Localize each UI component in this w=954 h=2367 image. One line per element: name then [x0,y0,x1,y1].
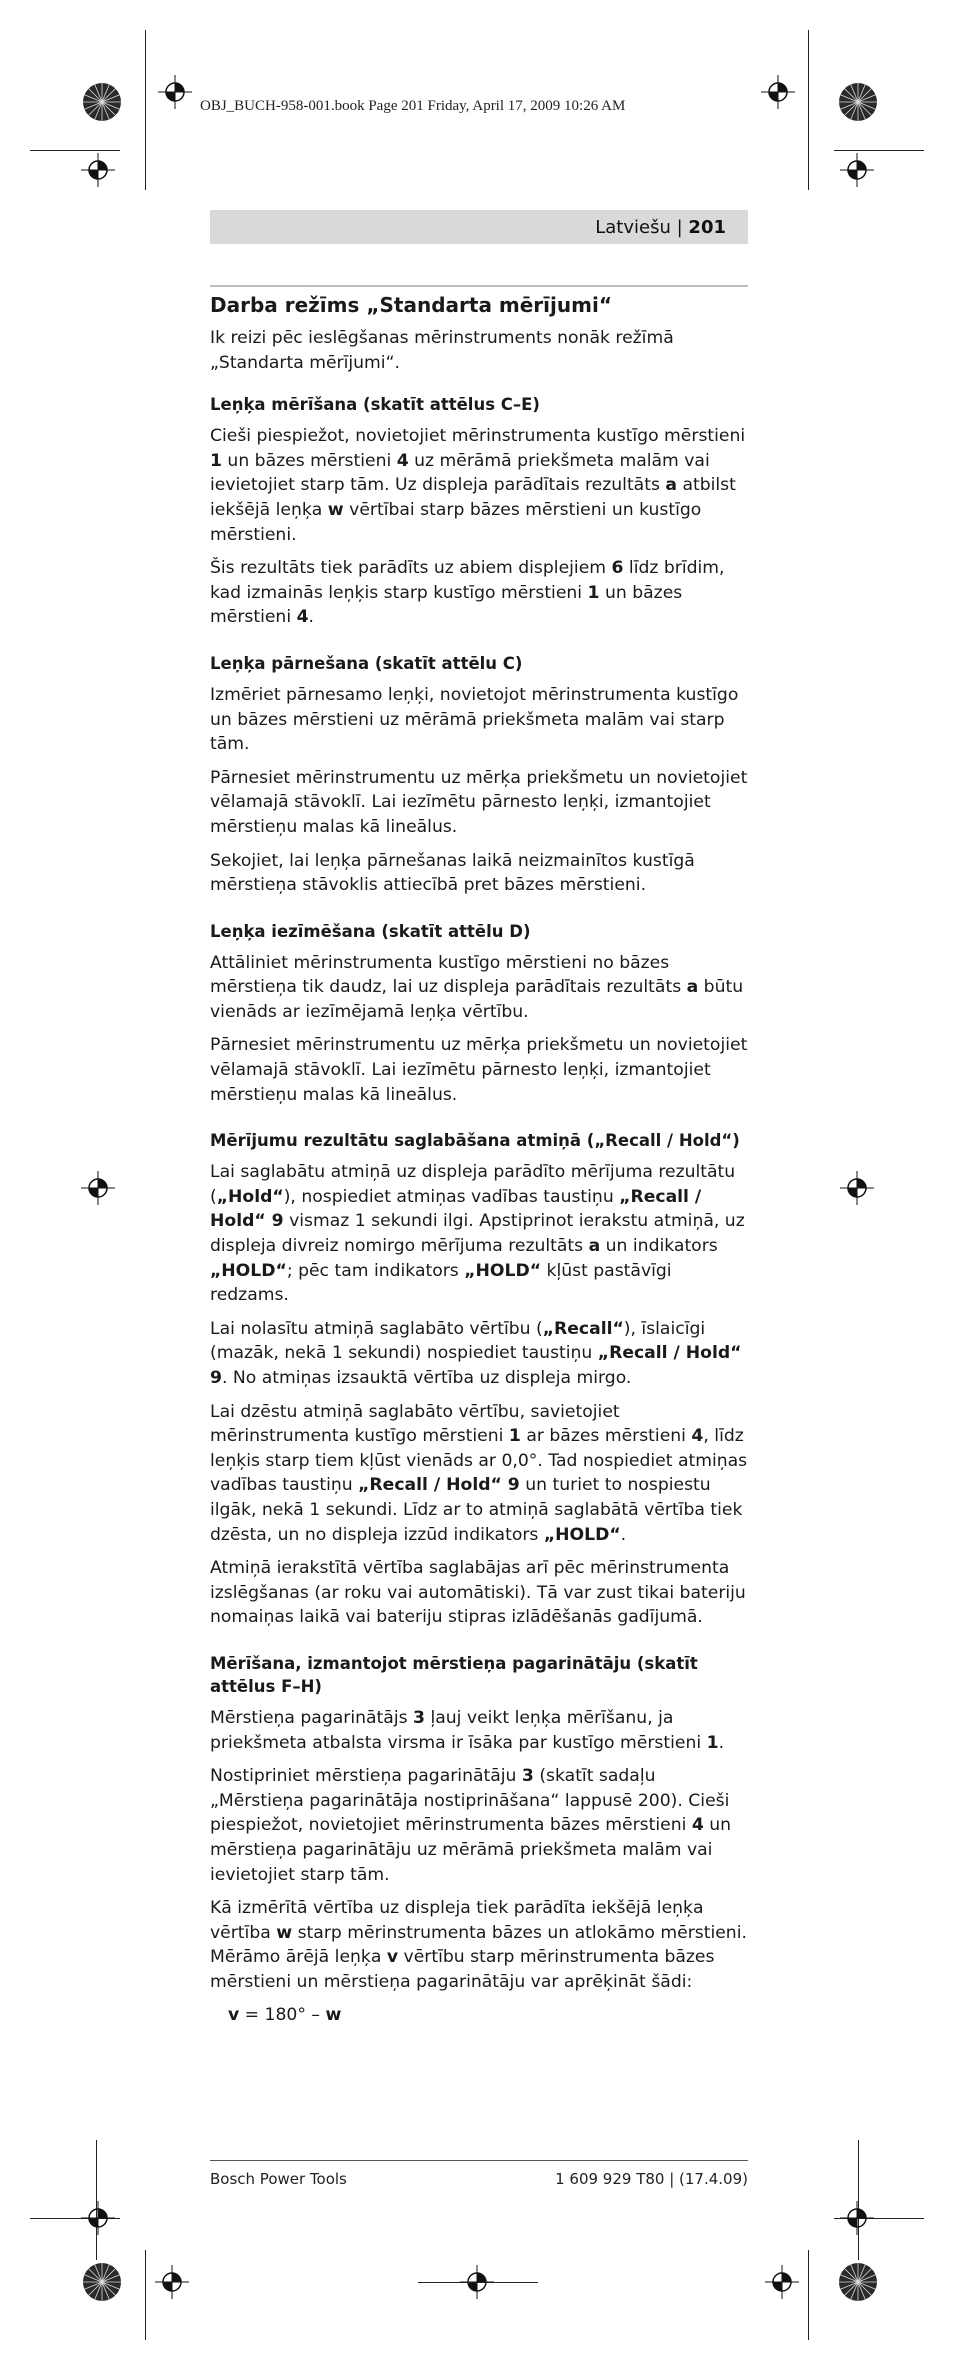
bold-text: a [686,977,699,998]
section-title: Darba režīms „Standarta mērījumi“ [210,293,612,317]
text-run: Pārnesiet mērinstrumentu uz mērķa priekšmetu un novietojiet vēlamajā stāvoklī. Lai iezīmētu pārnesto leņķi, izmantojiet mērstieņu malas kā lineālus. [210,1035,748,1105]
bold-text: 4 [296,607,309,628]
registration-mark-icon [840,2201,874,2235]
page-language: Latviešu [595,217,671,238]
text-run: un mērstieņa pagarinātāju uz mērāmā priekšmeta malām vai ievietojiet starp tām. [210,1815,732,1885]
subsection-heading: Leņķa pārnešana (skatīt attēlu C) [210,653,523,673]
text-run: Nostipriniet mērstieņa pagarinātāju [210,1766,522,1787]
text-run: . No atmiņas izsauktā vērtība uz displeja mirgo. [221,1368,632,1388]
bold-text: „Recall“ [542,1318,624,1339]
text-run: vismaz 1 sekundi ilgi. Apstiprinot ierakstu atmiņā, uz displeja divreiz nomirgo mērījuma rezultāts [210,1211,745,1257]
bold-text: w [276,1922,293,1943]
registration-mark-icon [81,1171,115,1205]
bold-text: 1 [587,582,600,603]
bold-text: a [665,475,677,496]
paragraph [210,766,748,840]
text-run: atbilst iekšējā leņķa [210,475,736,520]
bold-text: 1 [210,450,222,471]
bold-text: „Recall / Hold“ 9 [358,1475,520,1496]
section-intro: Ik reizi pēc ieslēgšanas mērinstruments nonāk režīmā „Standarta mērījumi“. [210,328,674,373]
paragraph [210,1160,748,1308]
formula [228,2003,748,2028]
crop-mark [834,150,924,151]
registration-mark-icon [761,75,795,109]
text-run: Cieši piespiežot, novietojiet mērinstrumenta kustīgo mērstieni [210,426,746,447]
paragraph [210,951,748,1025]
registration-mark-icon [840,153,874,187]
paragraph [210,556,748,630]
text-run: Mērstieņa pagarinātājs [210,1707,414,1728]
registration-mark-icon [765,2265,799,2299]
text-run: ), īslaicīgi (mazāk, nekā 1 sekundi) nospiediet taustiņu [210,1318,706,1364]
bold-text: „HOLD“ [210,1260,287,1281]
paragraph [210,1896,748,1994]
paragraph [210,1317,748,1391]
text-run: Lai dzēstu atmiņā saglabāto vērtību, savietojiet mērinstrumenta kustīgo mērstieni [210,1401,620,1447]
bold-text: 4 [396,450,409,471]
text-run: Sekojiet, lai leņķa pārnešanas laikā neizmainītos kustīgā mērstieņa stāvoklis attiecībā pret bāzes mērstieni. [210,850,695,896]
bold-text: w [325,2005,342,2026]
text-run: un indikators [600,1236,718,1257]
section-rule [210,285,748,287]
text-run: kļūst pastāvīgi redzams. [210,1260,672,1306]
registration-mark-icon [155,2265,189,2299]
text-run: Attāliniet mērinstrumenta kustīgo mērstieni no bāzes mērstieņa tik daudz, lai uz displeja parādītais rezultāts [210,952,687,998]
subsection-heading: Mērījumu rezultātu saglabāšana atmiņā („Recall / Hold“) [210,1131,740,1151]
text-run: . [308,607,314,628]
bold-text: 3 [413,1707,425,1728]
crop-mark [418,2282,538,2283]
subsection-heading: Mērīšana, izmantojot mērstieņa pagarinātāju (skatīt attēlus F–H) [210,1653,698,1696]
text-run: Atmiņā ierakstītā vērtība saglabājas arī pēc mērinstrumenta izslēgšanas (ar roku vai automātiski). Tā var zust tikai bateriju nomaiņas laikā vai bateriju stipras izlādēšanās gadījumā. [210,1558,746,1628]
footer-rule [210,2160,748,2161]
page-header-separator: | [676,217,683,238]
paragraph [210,1764,748,1887]
bold-text: „HOLD“ [543,1524,621,1545]
crop-mark [808,95,809,190]
subsection-heading: Leņķa mērīšana (skatīt attēlus C–E) [210,395,540,415]
text-run: Lai saglabātu atmiņā uz displeja parādīto mērījuma rezultātu ( [210,1162,736,1207]
print-rosette-icon [838,2262,878,2302]
crop-mark [30,150,120,151]
bold-text: w [327,499,344,520]
paragraph [210,683,748,757]
paragraph [210,1706,748,1755]
bold-text: 1 [508,1426,521,1447]
text-run: Pārnesiet mērinstrumentu uz mērķa priekšmetu un novietojiet vēlamajā stāvoklī. Lai iezīmētu pārnesto leņķi, izmantojiet mērstieņu malas kā lineālus. [210,767,748,837]
bold-text: v [228,2005,240,2026]
text-run: = 180° – [239,2005,326,2026]
text-run: , līdz leņķis starp tiem kļūst vienāds ar 0,0°. Tad nospiediet atmiņas vadības taustiņu [210,1426,748,1496]
text-run: ar bāzes mērstieni [520,1426,692,1447]
paragraph [210,424,748,547]
file-header: OBJ_BUCH-958-001.book Page 201 Friday, April 17, 2009 10:26 AM [200,98,626,114]
text-run: būtu vienāds ar iezīmējamā leņķa vērtību. [210,977,744,1022]
crop-mark [858,2140,859,2260]
bold-text: 4 [691,1426,704,1447]
registration-mark-icon [81,153,115,187]
subsection-heading: Leņķa iezīmēšana (skatīt attēlu D) [210,921,531,941]
bold-text: „HOLD“ [464,1260,542,1281]
bold-text: „Recall / Hold“ 9 [210,1343,742,1388]
bold-text: 1 [706,1732,719,1753]
bold-text: v [386,1947,399,1968]
text-run: Lai nolasītu atmiņā saglabāto vērtību ( [210,1318,543,1339]
crop-mark [96,2140,97,2260]
page-number: 201 [688,217,726,238]
subsections [210,393,748,2028]
text-run: Šis rezultāts tiek parādīts uz abiem displejiem [210,558,612,579]
registration-mark-icon [158,75,192,109]
crop-mark [145,2250,146,2340]
paragraph [210,1033,748,1107]
page-header [595,217,726,238]
text-run: . [718,1732,725,1753]
crop-mark [808,2250,809,2340]
paragraph [210,1400,748,1548]
print-rosette-icon [82,82,122,122]
page-header-bar [210,210,748,244]
text-run: un turiet to nospiestu ilgāk, nekā 1 sekundi. Līdz ar to atmiņā saglabātā vērtība tiek dzēsta, un no displeja izzūd indikators [210,1475,743,1545]
footer-publisher: Bosch Power Tools [210,2170,347,2188]
bold-text: „Hold“ [216,1186,284,1207]
text-run: ), nospiediet atmiņas vadības taustiņu [283,1186,620,1207]
footer-doc-number: 1 609 929 T80 | (17.4.09) [555,2170,748,2188]
crop-mark [145,95,146,190]
document-body [210,292,748,2037]
text-run: un bāzes mērstieni [221,450,397,471]
bold-text: „Recall / Hold“ 9 [210,1186,702,1232]
text-run: ļauj veikt leņķa mērīšanu, ja priekšmeta atbalsta virsma ir īsāka par kustīgo mērstieni [210,1707,707,1753]
bold-text: 6 [611,558,624,579]
bold-text: 4 [691,1815,704,1836]
text-run: līdz brīdim, kad izmainās leņķis starp kustīgo mērstieni [210,558,725,603]
text-run: Izmēriet pārnesamo leņķi, novietojot mērinstrumenta kustīgo un bāzes mērstieni uz mērāmā priekšmeta malām vai starp tām. [210,684,739,755]
paragraph [210,849,748,898]
registration-mark-icon [840,1171,874,1205]
text-run: vērtību starp mērinstrumenta bāzes mērstieni un mērstieņa pagarinātāju var aprēķināt šādi: [210,1947,715,1992]
text-run: (skatīt sadaļu „Mērstieņa pagarinātāja nostiprināšana“ lappusē 200). Cieši piespiežot, novietojiet mērinstrumenta bāzes mērstieni [210,1766,730,1836]
text-run: . [620,1524,627,1545]
text-run: vērtībai starp bāzes mērstieni un kustīgo mērstieni. [210,499,702,545]
text-run: un bāzes mērstieni [210,582,683,628]
text-run: starp mērinstrumenta bāzes un atlokāmo mērstieni. Mērāmo ārējā leņķa [210,1922,747,1968]
print-rosette-icon [838,82,878,122]
bold-text: a [588,1236,601,1257]
registration-mark-icon [81,2201,115,2235]
text-run: Kā izmērītā vērtība uz displeja tiek parādīta iekšējā leņķa vērtība [210,1898,704,1943]
text-run: uz mērāmā priekšmeta malām vai ievietojiet starp tām. Uz displeja parādītais rezultāts [210,450,710,496]
bold-text: 3 [521,1766,534,1787]
text-run: ; pēc tam indikators [286,1260,465,1281]
paragraph [210,1556,748,1630]
print-rosette-icon [82,2262,122,2302]
